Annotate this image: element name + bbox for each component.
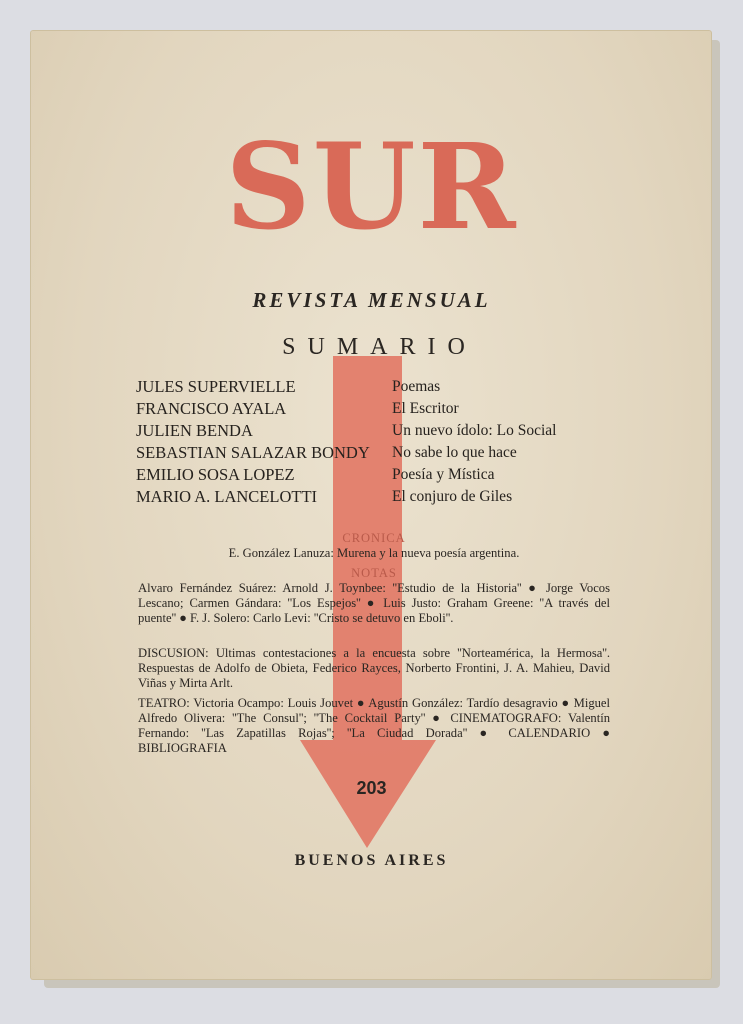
list-item: [136, 421, 616, 441]
contents-list: [136, 377, 616, 507]
discusion-section: [138, 646, 610, 691]
entry-author: JULIEN BENDA: [136, 421, 253, 440]
entry-work: Poemas: [392, 378, 441, 395]
magazine-subtitle: REVISTA MENSUAL: [252, 288, 491, 312]
discusion-text: DISCUSION: Ultimas contestaciones a la encuesta sobre ''Norteamérica, la Hermosa''. Respuestas de Adolfo de Obieta, Federico Rayces, Norberto Frontini, J. A. Mahieu, David Viñas y Mirta Arlt.: [138, 646, 610, 690]
publication-city: BUENOS AIRES: [294, 852, 449, 869]
notas-text: Alvaro Fernández Suárez: Arnold J. Toynbee: ''Estudio de la Historia'' ● Jorge Vocos Lescano; Carmen Gándara: ''Los Espejos'' ● Luis Justo: Graham Greene: ''A través del puente'' ● F. J. Solero: Carlo Levi: ''Cristo se detuvo en Eboli''.: [138, 581, 610, 625]
magazine-title: SUR: [225, 117, 518, 256]
entry-author: JULES SUPERVIELLE: [136, 377, 296, 396]
cronica-section: [138, 531, 610, 561]
entry-author: FRANCISCO AYALA: [136, 399, 287, 418]
notas-section: [138, 566, 610, 626]
list-item: [136, 377, 616, 397]
entry-author: MARIO A. LANCELOTTI: [136, 487, 318, 506]
teatro-section: [138, 696, 610, 756]
notas-label: NOTAS: [351, 566, 397, 580]
entry-work: Un nuevo ídolo: Lo Social: [392, 422, 557, 439]
entry-work: No sabe lo que hace: [392, 444, 517, 461]
entry-author: SEBASTIAN SALAZAR BONDY: [136, 443, 370, 462]
teatro-text: TEATRO: Victoria Ocampo: Louis Jouvet ● Agustín González: Tardío desagravio ● Miguel Alfredo Olivera: ''The Consul''; ''The Cocktail Party'' ● CINEMATOGRAFO: Valentín Fernando: ''Las Zapatillas Rojas''; ''La Ciudad Dorada'' ● CALENDARIO ● BIBLIOGRAFIA: [138, 696, 610, 755]
entry-work: El Escritor: [392, 400, 459, 417]
list-item: [136, 487, 616, 507]
entry-work: El conjuro de Giles: [392, 488, 513, 505]
cronica-text: E. González Lanuza: Murena y la nueva poesía argentina.: [228, 546, 520, 560]
list-item: [136, 465, 616, 485]
entry-work: Poesía y Mística: [392, 466, 495, 483]
list-item: [136, 399, 616, 419]
entry-author: EMILIO SOSA LOPEZ: [136, 465, 295, 484]
issue-number: 203: [356, 778, 387, 798]
cronica-label: CRONICA: [342, 531, 406, 545]
contents-heading: SUMARIO: [282, 334, 477, 360]
list-item: [136, 443, 616, 463]
